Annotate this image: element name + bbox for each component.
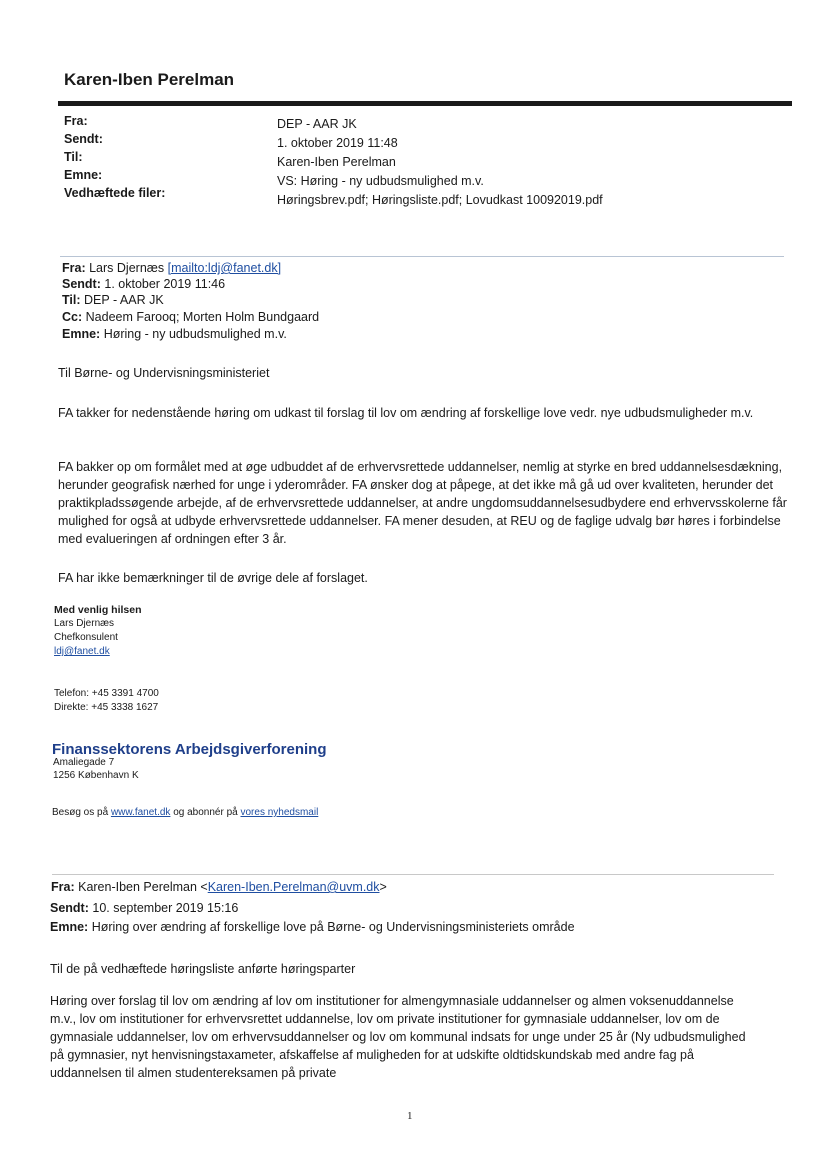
fwd-to-line: [62, 293, 164, 307]
orig-subject-label: Emne:: [50, 920, 89, 934]
organization-address: [53, 756, 139, 782]
visit-line: [52, 806, 318, 820]
fwd-subject-value: Høring - ny udbudsmulighed m.v.: [103, 327, 287, 341]
signature-title: Chefkonsulent: [54, 632, 118, 643]
orig-from-email-link[interactable]: Karen-Iben.Perelman@uvm.dk: [207, 880, 380, 894]
body-greeting: Til Børne- og Undervisningsministeriet: [58, 366, 270, 380]
fwd-subject-label: Emne:: [62, 327, 101, 341]
orig-from-close: >: [379, 880, 387, 894]
fwd-cc-value: Nadeem Farooq; Morten Holm Bundgaard: [85, 310, 320, 324]
fwd-cc-line: [62, 310, 319, 324]
fwd-from-name: Lars Djernæs: [89, 261, 165, 275]
orig-sent-label: Sendt:: [50, 901, 89, 915]
header-value-subject: VS: Høring - ny udbudsmulighed m.v.: [277, 174, 484, 188]
fwd-subject-line: [62, 327, 287, 341]
orig-greeting: Til de på vedhæftede høringsliste anførte høringsparter: [50, 962, 356, 976]
visit-mid-text: og abonnér på: [173, 807, 238, 818]
header-label-sent: Sendt:: [64, 132, 103, 146]
forward-separator: [60, 256, 784, 257]
orig-from-label: Fra:: [51, 880, 75, 894]
fwd-sent-value: 1. oktober 2019 11:46: [104, 277, 226, 291]
header-value-from: DEP - AAR JK: [277, 117, 357, 131]
signature-phone: Telefon: +45 3391 4700: [54, 688, 159, 699]
header-value-attachments: Høringsbrev.pdf; Høringsliste.pdf; Lovudkast 10092019.pdf: [277, 193, 603, 207]
address-street: Amaliegade 7: [53, 757, 115, 768]
body-paragraph-3: FA har ikke bemærkninger til de øvrige dele af forslaget.: [58, 571, 368, 585]
body-paragraph-2: FA bakker op om formålet med at øge udbuddet af de erhvervsrettede uddannelser, nemlig at styrke en bred uddannelsesdækning, herunder geografisk nærhed for unge i yderområder. FA ønsker dog at påpege, at det ikke må gå ud over kvaliteten, herunder det praktikpladssøgende arbejde, af de erhvervsrettede uddannelser, at andre ungdomsuddannelsesudbydere end erhvervsskolerne får mulighed for også at udbyde erhvervsrettede uddannelser. FA mener desuden, at REU og de faglige udvalg bør høres i forbindelse med evalueringen af ordningen efter 3 år.: [58, 460, 787, 546]
website-link[interactable]: www.fanet.dk: [110, 807, 171, 818]
header-value-sent: 1. oktober 2019 11:48: [277, 136, 398, 150]
orig-from-name: Karen-Iben Perelman <: [78, 880, 208, 894]
fwd-sent-label: Sendt:: [62, 277, 101, 291]
orig-paragraph-1: Høring over forslag til lov om ændring af lov om institutioner for almengymnasiale uddannelser og almen voksenuddannelse m.v., lov om institutioner for erhvervsrettet uddannelse, lov om private institutioner for gymnasiale uddannelser, lov om de gymnasiale uddannelser, lov om erhvervsuddannelser og lov om kommunal indsats for unge under 25 år (Ny udbudsmulighed på gymnasier, nyt henvisningstaxameter, afskaffelse af muligheden for at udskifte oldtidskundskab med andre fag på uddannelsen til almen studentereksamen på private: [50, 994, 746, 1080]
address-city: 1256 København K: [53, 770, 139, 781]
original-separator: [52, 874, 774, 875]
body-paragraph-1: FA takker for nedenstående høring om udkast til forslag til lov om ændring af forskellige love vedr. nye udbudsmuligheder m.v.: [58, 406, 754, 420]
fwd-cc-label: Cc:: [62, 310, 83, 324]
fwd-sent-line: [62, 277, 225, 291]
signature-closing: Med venlig hilsen: [54, 604, 142, 616]
orig-sent-line: [50, 901, 238, 915]
orig-from-line: [51, 880, 387, 894]
fwd-from-mailto-link[interactable]: [mailto:ldj@fanet.dk]: [167, 261, 282, 275]
fwd-to-value: DEP - AAR JK: [84, 293, 164, 307]
signature-email-link[interactable]: ldj@fanet.dk: [54, 646, 110, 657]
fwd-to-label: Til:: [62, 293, 81, 307]
header-label-subject: Emne:: [64, 168, 103, 182]
fwd-from-line: [62, 261, 281, 275]
header-label-to: Til:: [64, 150, 83, 164]
fwd-from-label: Fra:: [62, 261, 86, 275]
owner-divider: [58, 101, 792, 106]
orig-subject-value: Høring over ændring af forskellige love på Børne- og Undervisningsministeriets område: [91, 920, 575, 934]
signature-direct: Direkte: +45 3338 1627: [54, 702, 159, 713]
owner-name: Karen-Iben Perelman: [64, 70, 235, 89]
orig-sent-value: 10. september 2019 15:16: [92, 901, 239, 915]
signature-name: Lars Djernæs: [54, 618, 115, 629]
page-number: 1: [407, 1110, 413, 1122]
visit-pre-text: Besøg os på: [52, 807, 109, 818]
signature-block: [54, 603, 142, 659]
orig-subject-line: [50, 920, 575, 934]
newsletter-link[interactable]: vores nyhedsmail: [240, 807, 319, 818]
header-label-attachments: Vedhæftede filer:: [64, 186, 166, 200]
header-label-from: Fra:: [64, 114, 88, 128]
signature-phones: [54, 687, 159, 715]
header-value-to: Karen-Iben Perelman: [277, 155, 396, 169]
organization-name: Finanssektorens Arbejdsgiverforening: [52, 741, 327, 758]
